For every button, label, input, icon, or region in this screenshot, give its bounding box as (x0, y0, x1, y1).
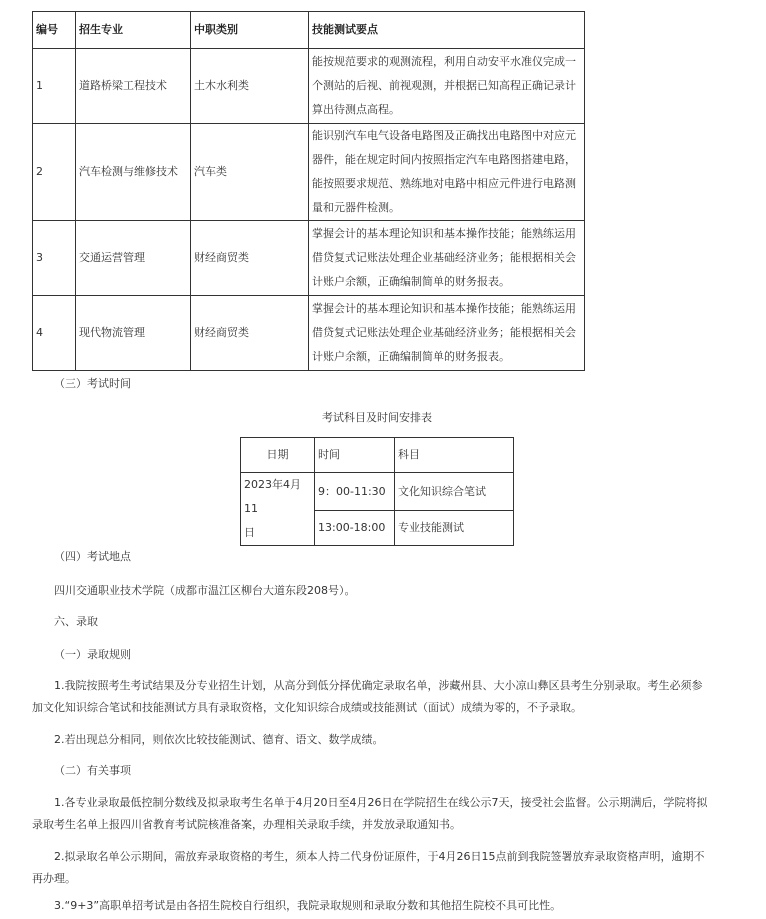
table-header-row (241, 438, 514, 473)
header-date: 日期 (241, 438, 315, 473)
cell-no: 4 (33, 296, 76, 371)
table-row (241, 473, 514, 511)
skill-test-table (32, 11, 585, 371)
points-line: 个测站的后视、前视观测，并根据已知高程正确记录计 (312, 79, 576, 92)
cell-no: 1 (33, 49, 76, 124)
points-line: 能识别汽车电气设备电路图及正确找出电路图中对应元 (312, 129, 576, 142)
date-line: 2023年4月11 (244, 478, 301, 515)
matter-paragraph-2 (32, 846, 732, 890)
cell-major: 交通运营管理 (76, 221, 191, 296)
cell-category: 土木水利类 (191, 49, 309, 124)
cell-subject: 文化知识综合笔试 (395, 473, 514, 511)
paragraph-line: 再办理。 (32, 872, 76, 885)
cell-major: 汽车检测与维修技术 (76, 124, 191, 221)
header-time: 时间 (315, 438, 395, 473)
points-line: 量和元器件检测。 (312, 201, 400, 214)
header-points: 技能测试要点 (309, 12, 585, 49)
paragraph-line: 1.各专业录取最低控制分数线及拟录取考生名单于4月20日至4月26日在学院招生在线公示7天，接受社会监督。公示期满后，学院将拟 (54, 796, 708, 809)
header-subject: 科目 (395, 438, 514, 473)
schedule-title: 考试科目及时间安排表 (322, 411, 432, 424)
table-header-row (33, 12, 585, 49)
cell-category: 财经商贸类 (191, 221, 309, 296)
points-line: 掌握会计的基本理论知识和基本操作技能；能熟练运用 (312, 302, 576, 315)
points-line: 算出待测点高程。 (312, 103, 400, 116)
cell-no: 3 (33, 221, 76, 296)
table-row (33, 124, 585, 221)
header-major: 招生专业 (76, 12, 191, 49)
section-heading-rules: （一）录取规则 (54, 648, 131, 661)
rule-paragraph-2: 2.若出现总分相同，则依次比较技能测试、德育、语文、数学成绩。 (54, 733, 384, 746)
points-line: 掌握会计的基本理论知识和基本操作技能；能熟练运用 (312, 227, 576, 240)
section-heading-exam-place: （四）考试地点 (54, 550, 131, 563)
cell-points (309, 221, 585, 296)
exam-place-text: 四川交通职业技术学院（成都市温江区柳台大道东段208号）。 (54, 584, 356, 597)
date-line: 日 (244, 526, 255, 539)
points-line: 能按规范要求的观测流程，利用自动安平水准仪完成一 (312, 55, 576, 68)
paragraph-line: 1.我院按照考生考试结果及分专业招生计划，从高分到低分择优确定录取名单，涉藏州县、大小凉山彝区县考生分别录取。考生必须参 (54, 679, 703, 692)
cell-major: 现代物流管理 (76, 296, 191, 371)
table-row (33, 221, 585, 296)
header-category: 中职类别 (191, 12, 309, 49)
section-heading-exam-time: （三）考试时间 (54, 377, 131, 390)
cell-date (241, 473, 315, 546)
cell-time: 9：00-11:30 (315, 473, 395, 511)
points-line: 能按照要求规范、熟练地对电路中相应元件进行电路测 (312, 177, 576, 190)
paragraph-line: 加文化知识综合笔试和技能测试方具有录取资格，文化知识综合成绩或技能测试（面试）成绩为零的，不予录取。 (32, 701, 582, 714)
points-line: 借贷复式记账法处理企业基础经济业务；能根据相关会 (312, 251, 576, 264)
cell-points (309, 49, 585, 124)
cell-time: 13:00-18:00 (315, 510, 395, 546)
cell-major: 道路桥梁工程技术 (76, 49, 191, 124)
cell-points (309, 296, 585, 371)
paragraph-line: 录取考生名单上报四川省教育考试院核准备案，办理相关录取手续，并发放录取通知书。 (32, 818, 461, 831)
cell-no: 2 (33, 124, 76, 221)
points-line: 借贷复式记账法处理企业基础经济业务；能根据相关会 (312, 326, 576, 339)
matter-paragraph-1 (32, 792, 732, 836)
table-row (33, 49, 585, 124)
rule-paragraph-1 (32, 675, 732, 719)
schedule-table (240, 437, 514, 546)
cell-category: 汽车类 (191, 124, 309, 221)
points-line: 器件，能在规定时间内按照指定汽车电路图搭建电路， (312, 153, 576, 166)
table-row (33, 296, 585, 371)
points-line: 计账户余额，正确编制简单的财务报表。 (312, 350, 510, 363)
header-no: 编号 (33, 12, 76, 49)
paragraph-line: 2.拟录取名单公示期间，需放弃录取资格的考生，须本人持二代身份证原件，于4月26日15点前到我院签署放弃录取资格声明，逾期不 (54, 850, 705, 863)
cell-category: 财经商贸类 (191, 296, 309, 371)
section-heading-matters: （二）有关事项 (54, 764, 131, 777)
section-heading-admission: 六、录取 (54, 615, 98, 628)
matter-paragraph-3: 3.“9+3”高职单招考试是由各招生院校自行组织，我院录取规则和录取分数和其他招生院校不具可比性。 (54, 899, 562, 912)
points-line: 计账户余额，正确编制简单的财务报表。 (312, 275, 510, 288)
cell-subject: 专业技能测试 (395, 510, 514, 546)
cell-points (309, 124, 585, 221)
